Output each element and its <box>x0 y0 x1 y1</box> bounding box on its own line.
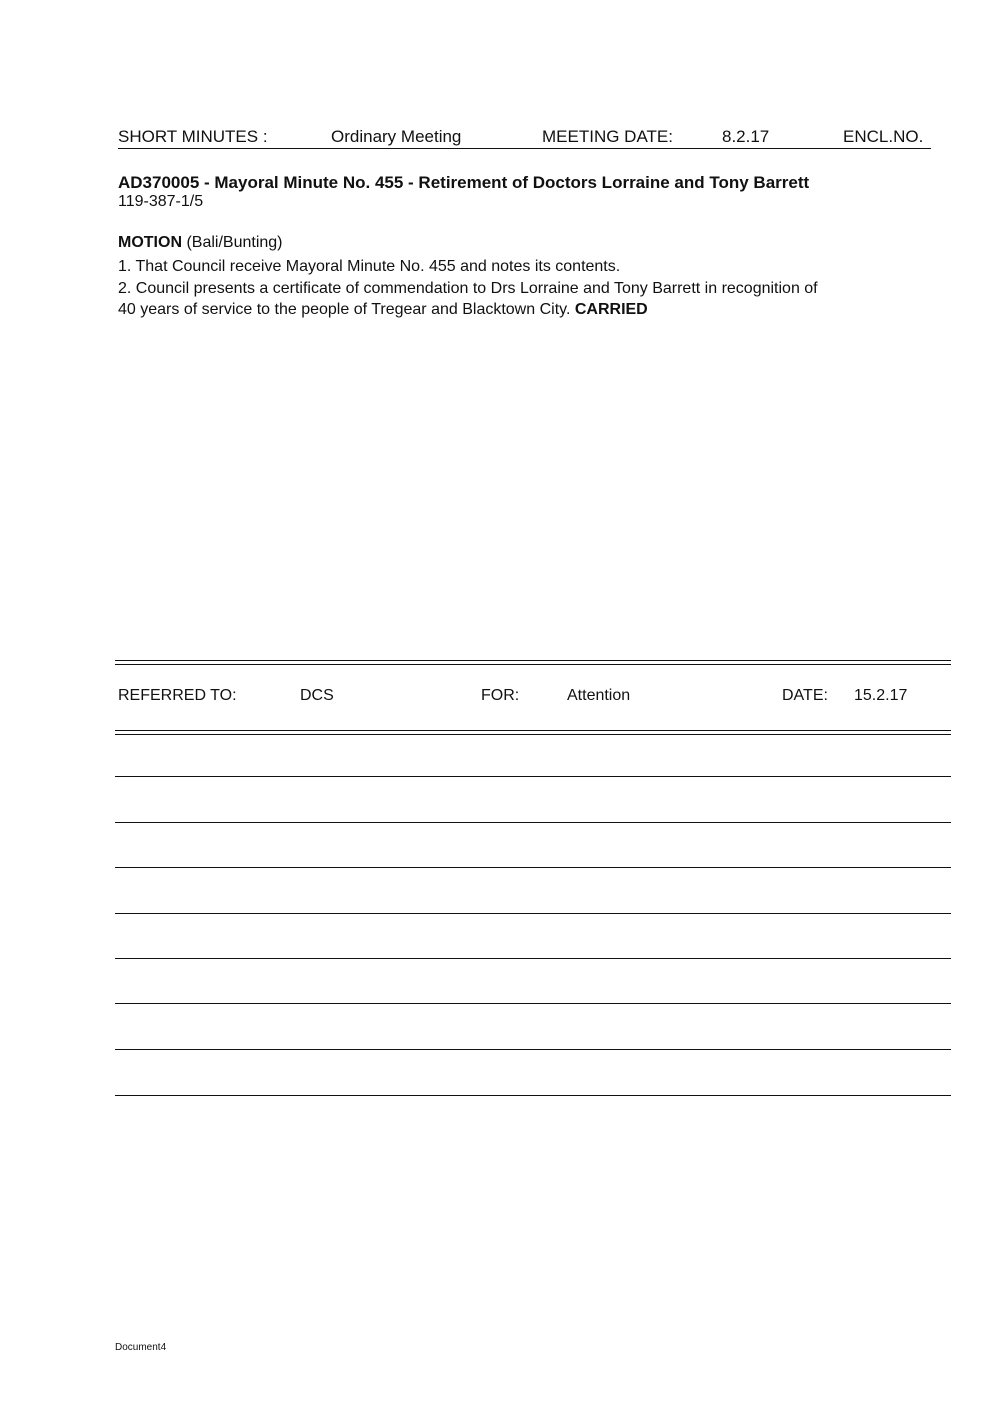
item-title: AD370005 - Mayoral Minute No. 455 - Retirement of Doctors Lorraine and Tony Barrett <box>118 173 810 192</box>
referred-to-value: DCS <box>300 687 334 704</box>
for-value: Attention <box>567 687 631 704</box>
motion-heading <box>118 233 283 253</box>
file-reference: 119-387-1/5 <box>118 193 204 210</box>
divider-bottom-2 <box>115 734 951 735</box>
document-name: Document4 <box>115 1342 167 1353</box>
meeting-type: Ordinary Meeting <box>331 127 462 146</box>
blank-line <box>115 958 951 959</box>
referral-date-value: 15.2.17 <box>854 687 908 704</box>
motion-movers: (Bali/Bunting) <box>186 234 283 251</box>
for-label: FOR: <box>481 687 520 704</box>
meeting-date-value: 8.2.17 <box>722 127 770 146</box>
blank-line <box>115 867 951 868</box>
divider-bottom-1 <box>115 730 951 731</box>
blank-line <box>115 913 951 914</box>
motion-line-1: 1. That Council receive Mayoral Minute No. 455 and notes its contents. <box>118 258 621 275</box>
blank-line <box>115 1095 951 1096</box>
referral-date-label: DATE: <box>782 687 828 704</box>
motion-result: CARRIED <box>574 301 648 318</box>
blank-line <box>115 1049 951 1050</box>
referred-to-label: REFERRED TO: <box>118 687 237 704</box>
motion-line-3 <box>118 299 648 320</box>
blank-line <box>115 1003 951 1004</box>
blank-line <box>115 776 951 777</box>
blank-line <box>115 822 951 823</box>
divider-top-1 <box>115 660 951 661</box>
motion-line-3-text: 40 years of service to the people of Tregear and Blacktown City. <box>118 301 571 318</box>
header-underline <box>118 148 931 149</box>
header-label: SHORT MINUTES : <box>118 127 268 146</box>
encl-no-label: ENCL.NO. <box>843 127 924 146</box>
divider-top-2 <box>115 664 951 665</box>
motion-label: MOTION <box>118 234 182 251</box>
meeting-date-label: MEETING DATE: <box>542 127 673 146</box>
motion-line-2: 2. Council presents a certificate of commendation to Drs Lorraine and Tony Barrett in recognition of <box>118 280 818 297</box>
